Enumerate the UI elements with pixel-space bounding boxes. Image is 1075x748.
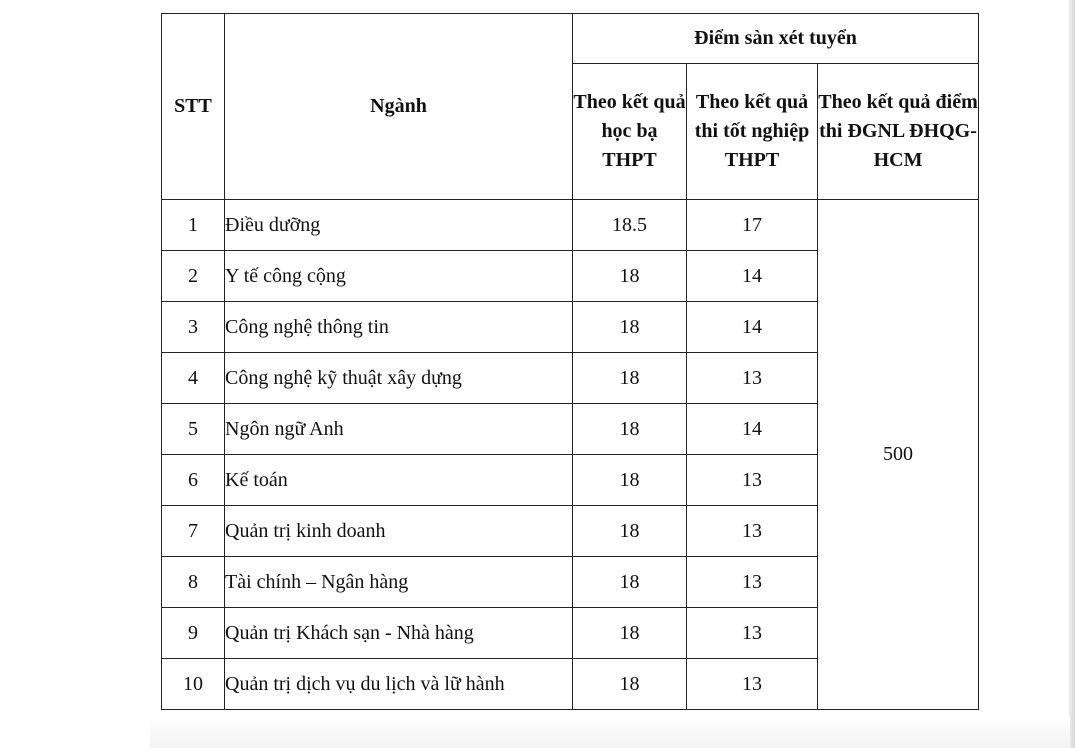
cell-thpt-score: 14 bbox=[687, 251, 818, 302]
cell-stt: 6 bbox=[162, 455, 225, 506]
cell-thpt-score: 13 bbox=[687, 455, 818, 506]
cell-thpt-score: 13 bbox=[687, 353, 818, 404]
cell-stt: 2 bbox=[162, 251, 225, 302]
cell-stt: 7 bbox=[162, 506, 225, 557]
cell-major: Công nghệ thông tin bbox=[225, 302, 573, 353]
cell-major: Công nghệ kỹ thuật xây dựng bbox=[225, 353, 573, 404]
header-hocba: Theo kết quả học bạ THPT bbox=[573, 64, 687, 200]
cell-thpt-score: 17 bbox=[687, 200, 818, 251]
cell-stt: 8 bbox=[162, 557, 225, 608]
cell-major: Kế toán bbox=[225, 455, 573, 506]
cell-thpt-score: 14 bbox=[687, 404, 818, 455]
cell-thpt-score: 14 bbox=[687, 302, 818, 353]
header-major: Ngành bbox=[225, 14, 573, 200]
cell-thpt-score: 13 bbox=[687, 557, 818, 608]
cell-major: Tài chính – Ngân hàng bbox=[225, 557, 573, 608]
cell-thpt-score: 13 bbox=[687, 506, 818, 557]
table-body bbox=[162, 200, 979, 710]
header-thpt-exam: Theo kết quả thi tốt nghiệp THPT bbox=[687, 64, 818, 200]
cell-stt: 9 bbox=[162, 608, 225, 659]
cell-hocba-score: 18 bbox=[573, 455, 687, 506]
cell-stt: 4 bbox=[162, 353, 225, 404]
cell-hocba-score: 18 bbox=[573, 659, 687, 710]
cell-hocba-score: 18 bbox=[573, 608, 687, 659]
cell-stt: 5 bbox=[162, 404, 225, 455]
header-dgnl: Theo kết quả điểm thi ĐGNL ĐHQG-HCM bbox=[818, 64, 979, 200]
page-bottom-shade bbox=[150, 716, 1070, 748]
cell-stt: 1 bbox=[162, 200, 225, 251]
cell-hocba-score: 18 bbox=[573, 506, 687, 557]
cell-major: Ngôn ngữ Anh bbox=[225, 404, 573, 455]
cell-stt: 10 bbox=[162, 659, 225, 710]
cell-dgnl-score: 500 bbox=[818, 200, 979, 710]
cell-thpt-score: 13 bbox=[687, 608, 818, 659]
cell-major: Quản trị kinh doanh bbox=[225, 506, 573, 557]
page-edge-shadow bbox=[1069, 0, 1075, 748]
cell-major: Quản trị Khách sạn - Nhà hàng bbox=[225, 608, 573, 659]
cell-major: Y tế công cộng bbox=[225, 251, 573, 302]
cell-hocba-score: 18 bbox=[573, 251, 687, 302]
cell-hocba-score: 18.5 bbox=[573, 200, 687, 251]
cell-major: Quản trị dịch vụ du lịch và lữ hành bbox=[225, 659, 573, 710]
cell-hocba-score: 18 bbox=[573, 353, 687, 404]
cell-stt: 3 bbox=[162, 302, 225, 353]
cell-thpt-score: 13 bbox=[687, 659, 818, 710]
cell-hocba-score: 18 bbox=[573, 557, 687, 608]
admission-score-table bbox=[161, 13, 979, 710]
cell-hocba-score: 18 bbox=[573, 404, 687, 455]
header-min-score-group: Điểm sàn xét tuyển bbox=[573, 14, 979, 64]
header-stt: STT bbox=[162, 14, 225, 200]
cell-hocba-score: 18 bbox=[573, 302, 687, 353]
table-row bbox=[162, 200, 979, 251]
cell-major: Điều dưỡng bbox=[225, 200, 573, 251]
